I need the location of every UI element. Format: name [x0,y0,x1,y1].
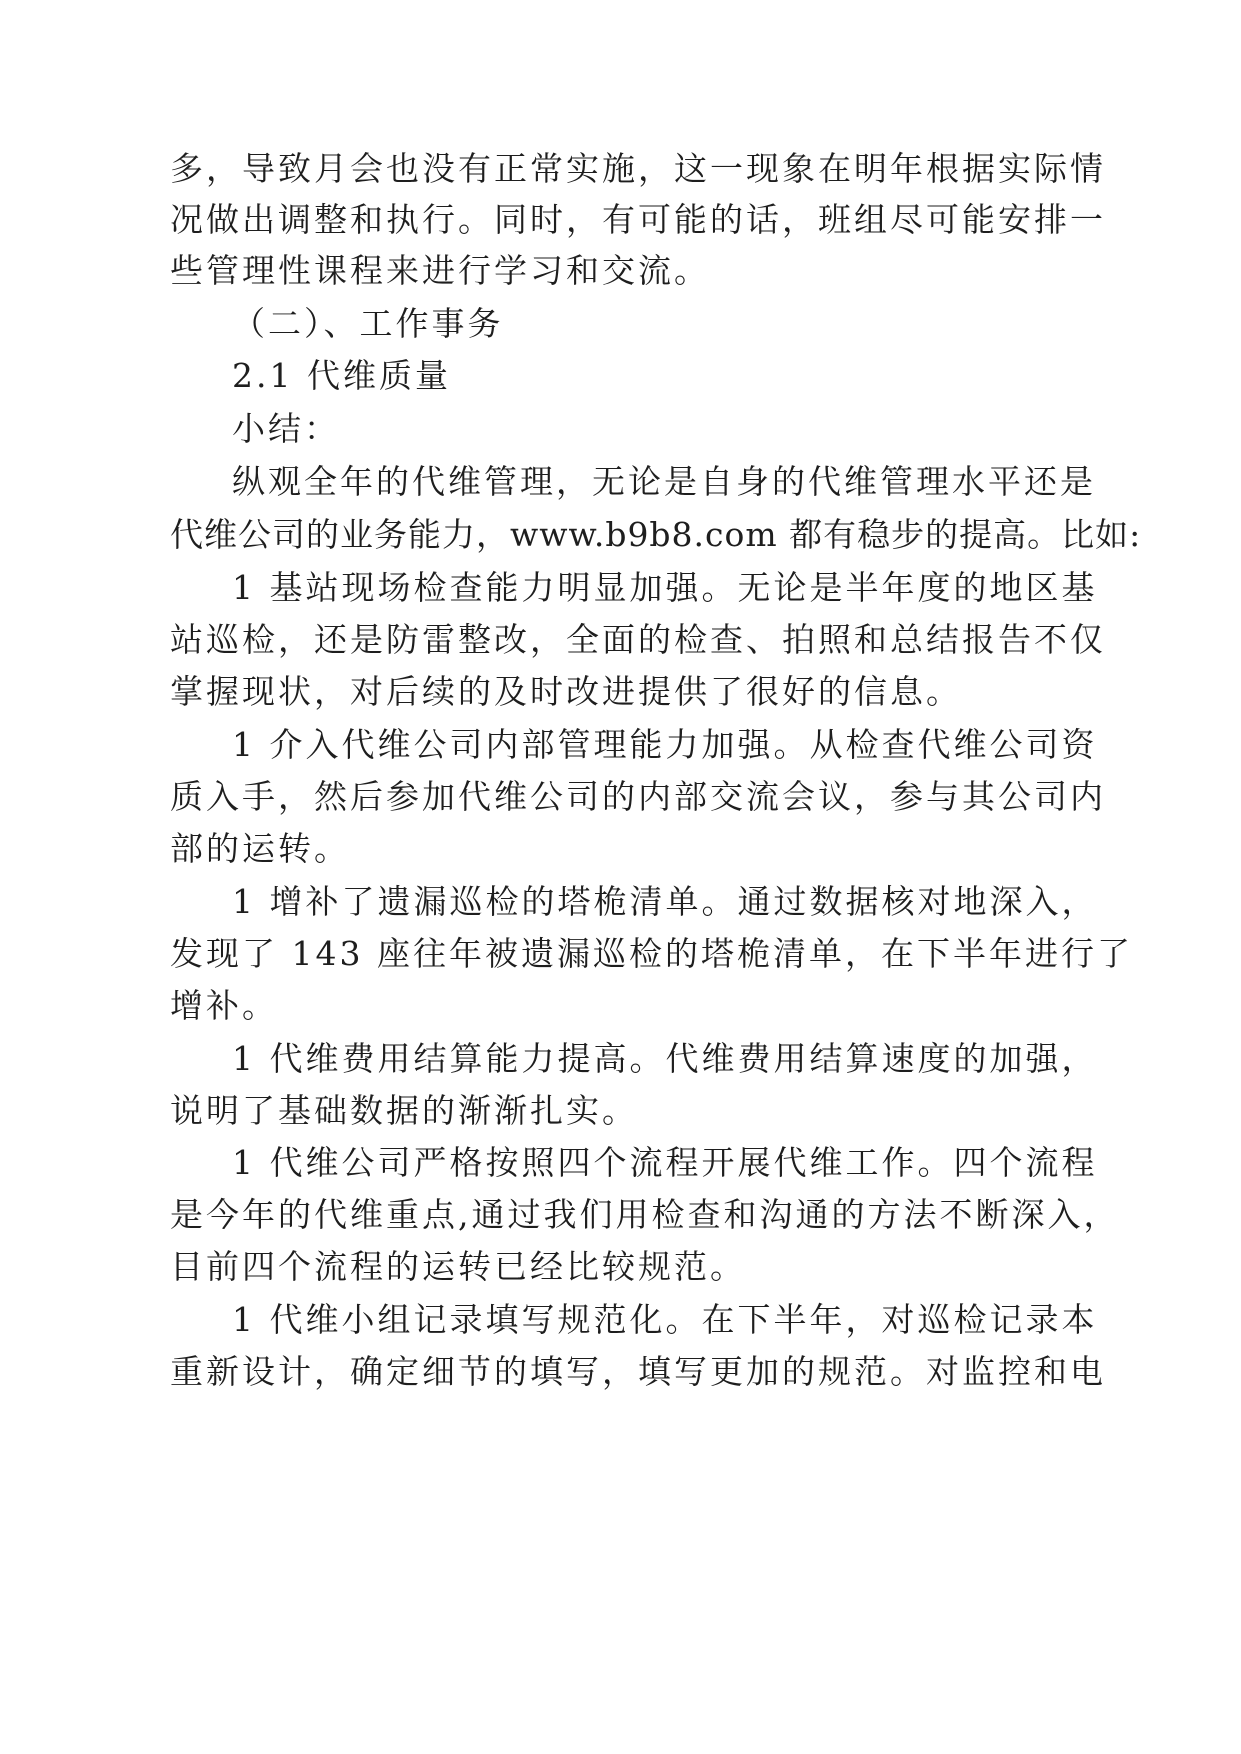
text-line: 是今年的代维重点,通过我们用检查和沟通的方法不断深入， [170,1195,1120,1234]
text-line: 1 增补了遗漏巡检的塔桅清单。通过数据核对地深入， [232,882,1098,921]
text-line: 部的运转。 [170,829,350,868]
text-line: 目前四个流程的运转已经比较规范。 [170,1247,746,1286]
text-line: 多，导致月会也没有正常实施，这一现象在明年根据实际情 [170,149,1106,188]
text-line: 纵观全年的代维管理，无论是自身的代维管理水平还是 [232,462,1096,501]
text-line: 1 基站现场检查能力明显加强。无论是半年度的地区基 [232,568,1098,607]
text-line: 发现了 143 座往年被遗漏巡检的塔桅清单，在下半年进行了 [170,934,1133,973]
text-line: 质入手，然后参加代维公司的内部交流会议，参与其公司内 [170,777,1106,816]
section-heading: （二）、工作事务 [232,304,504,343]
text-line: 1 代维公司严格按照四个流程开展代维工作。四个流程 [232,1143,1098,1182]
text-line: 1 代维小组记录填写规范化。在下半年，对巡检记录本 [232,1300,1098,1339]
text-line: 站巡检，还是防雷整改，全面的检查、拍照和总结报告不仅 [170,620,1106,659]
text-line: 小结： [232,409,340,448]
text-line: 1 代维费用结算能力提高。代维费用结算速度的加强， [232,1039,1098,1078]
text-line: 增补。 [170,986,278,1025]
text-line: 况做出调整和执行。同时，有可能的话，班组尽可能安排一 [170,200,1106,239]
text-line: 代维公司的业务能力，www.b9b8.com 都有稳步的提高。比如: [170,515,1142,554]
subsection-heading: 2.1 代维质量 [232,356,451,395]
text-line: 重新设计，确定细节的填写，填写更加的规范。对监控和电 [170,1352,1106,1391]
text-line: 些管理性课程来进行学习和交流。 [170,251,710,290]
text-line: 1 介入代维公司内部管理能力加强。从检查代维公司资 [232,725,1098,764]
text-line: 掌握现状，对后续的及时改进提供了很好的信息。 [170,672,962,711]
text-line: 说明了基础数据的渐渐扎实。 [170,1091,638,1130]
